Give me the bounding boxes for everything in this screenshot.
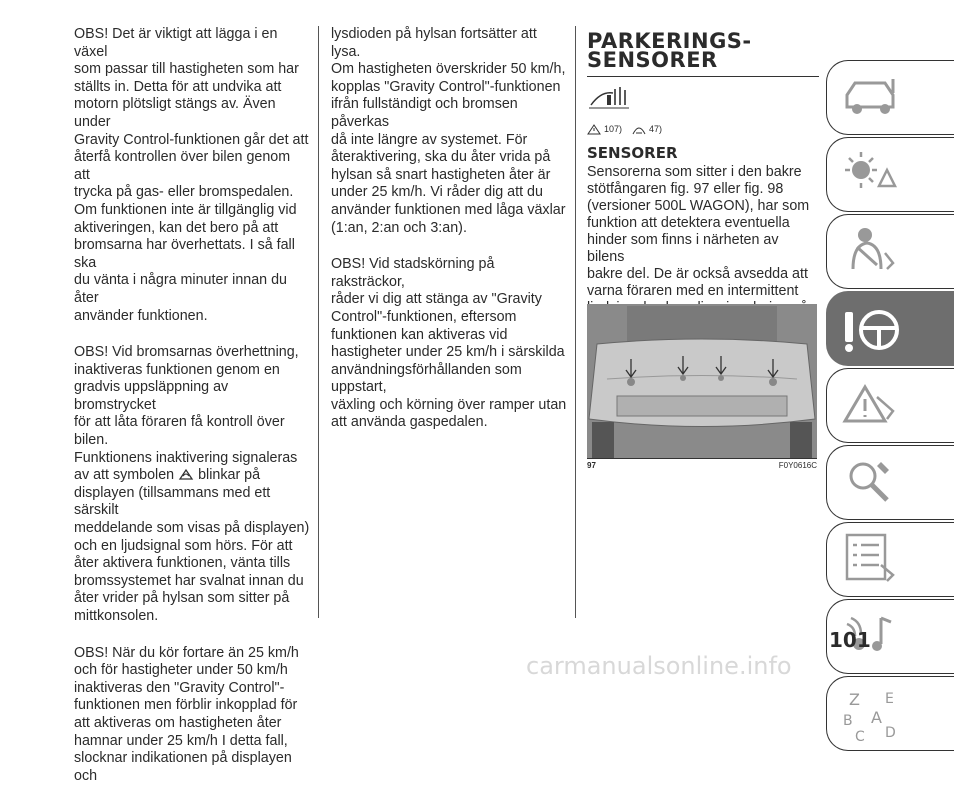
paragraph: OBS! När du kör fortare än 25 km/h och för hastigheter under 50 km/h inaktiveras den "Gravity Control"- funktionen men förblir inkopplad för att aktiveras om hastigheten åter hamnar under 25 km/h I detta fall, slocknar indikationen på displayen och [74,644,299,784]
tab-warning-lights[interactable] [826,137,954,212]
figure-caption [587,458,817,475]
warning-icon [587,124,601,135]
tab-index[interactable] [826,676,954,751]
reference-number: 47) [649,124,663,134]
svg-text:D: D [885,725,896,741]
subsection-title: SENSORER [587,143,678,162]
paragraph: OBS! Det är viktigt att lägga i en växel som passar till hastigheten som har ställts in. Detta för att undvika att motorn plötsligt stängs av. Även under Gravity Control-funktionen går det att återfå kontrollen över bilen genom att trycka på gas- eller bromspedalen. Om funktionen inte är tillgänglig vid aktiveringen, kan det bero på att bromsarna har överhettats. I så fall ska du vänta i några minuter innan du åter använder funktionen. [74,26,309,324]
warning-triangle-icon [841,377,901,432]
tab-warning-triangle[interactable] [826,368,954,443]
svg-text:Z: Z [849,690,860,709]
figure-number: 97 [587,461,596,470]
svg-text:B: B [843,713,853,729]
svg-text:A: A [871,708,882,727]
title-rule [587,76,819,77]
tools-icon [841,454,901,509]
tab-tools[interactable] [826,445,954,520]
note-icon [632,124,646,135]
paragraph-text: OBS! Vid bromsarnas överhettning, inaktiveras funktionen genom en gradvis uppsläppning av bromstrycket för att låta föraren få kontroll över bilen. Funktionens inaktivering signaleras av att symbolen [74,344,299,484]
specifications-icon [841,531,901,586]
section-title-line: PARKERINGS- [587,29,752,53]
paragraph: Sensorerna som sitter i den bakre stötfångaren fig. 97 eller fig. 98 (versioner 500L WAGON), har som funktion att detektera eventuella hinder som finns i närheten av bilens bakre del. De är också avsedda att varna föraren med en intermittent [587,164,810,300]
text-column-1 [74,26,310,804]
reference-item [632,121,662,139]
page-number: 101 [829,628,871,652]
text-column-2 [331,26,567,451]
gravity-control-icon [178,467,194,483]
text-column-3 [587,26,819,334]
reference-row [587,121,819,139]
reference-item [587,121,622,139]
section-title-line: SENSORER [587,48,718,72]
tab-seatbelt-safety[interactable] [826,214,954,289]
paragraph [74,344,310,626]
paragraph: OBS! Vid stadskörning på raksträckor, råder vi dig att stänga av "Gravity Control"-funktionen, eftersom funktionen kan aktiveras vid hastigheter under 25 km/h i särskilda användningsförhållanden som uppstart, växling och körning över ramper utan att använda gaspedalen. [331,256,567,431]
reference-number: 107) [604,124,623,134]
tab-key-steering[interactable] [826,291,954,366]
column-divider [575,26,576,618]
svg-text:E: E [885,691,894,707]
feature-icons [587,81,819,117]
parking-sensor-icon [587,81,631,117]
svg-text:C: C [855,729,865,745]
section-title [587,29,819,72]
seatbelt-safety-icon [841,223,901,278]
warning-lights-icon [841,146,901,201]
car-dashboard-icon [841,69,901,124]
watermark: carmanualsonline.info [526,652,792,680]
paragraph: lysdioden på hylsan fortsätter att lysa. Om hastigheten överskrider 50 km/h, kopplas "Gravity Control"-funktionen ifrån fullständigt och bromsen påverkas då inte längre av systemet. För återaktivering, ska du åter vrida på hylsan så snart hastigheten åter är under 25 km/h. Vi råder dig att du använder funktionen med låga växlar (1:an, 2:an och 3:an). [331,26,566,236]
rear-bumper-figure [587,304,817,459]
index-icon [841,685,911,745]
figure-code: F0Y0616C [778,461,817,470]
key-steering-icon [841,300,901,360]
column-divider [318,26,319,618]
tab-car-dashboard[interactable] [826,60,954,135]
paragraph-text: blinkar på displayen (tillsammans med ett särskilt meddelande som visas på displayen) och en ljudsignal som hörs. För att åter aktivera funktionen, vänta tills bromssystemet har svalnat innan du åter vrider på hylsan som sitter på mittkonsolen. [74,467,310,624]
tab-specifications[interactable] [826,522,954,597]
